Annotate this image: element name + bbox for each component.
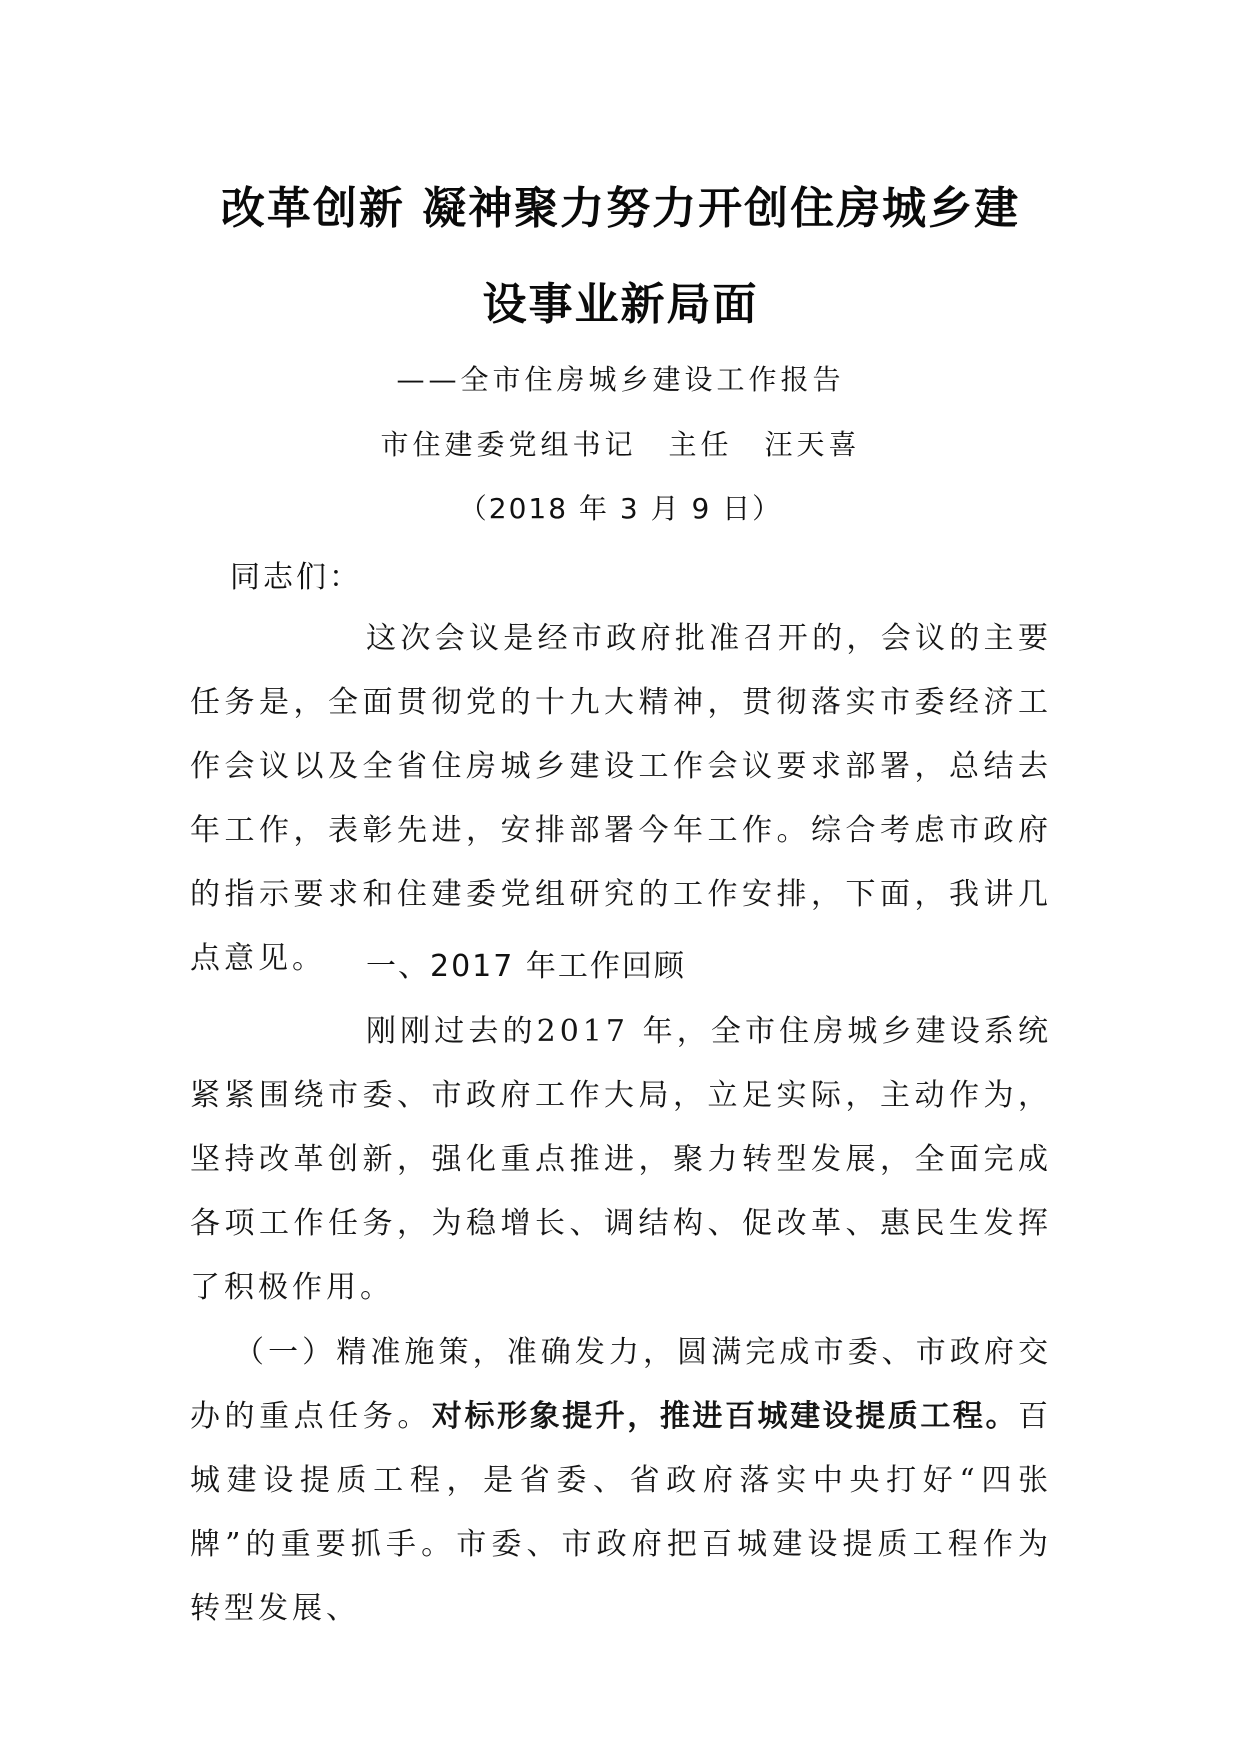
paragraph-key-tasks-bold: 对标形象提升，推进百城建设提质工程。	[431, 1399, 1019, 1434]
report-title-line-1: 改革创新 凝神聚力努力开创住房城乡建	[220, 183, 1021, 234]
salutation: 同志们：	[230, 560, 362, 595]
report-author: 市住建委党组书记 主任 汪天喜	[380, 428, 861, 461]
report-date: （2018 年 3 月 9 日）	[458, 492, 783, 525]
paragraph-key-tasks-intro: （一）精准施策，准确发力，圆满完成市委、市政府交办的重点任务。	[190, 1335, 1052, 1434]
paragraph-key-tasks	[190, 1321, 1052, 1641]
section-heading-2017-review: 一、2017 年工作回顾	[366, 949, 686, 984]
paragraph-key-tasks-body: 百城建设提质工程，是省委、省政府落实中央打好“四张牌”的重要抓手。市委、市政府把百城建设提质工程作为转型发展、	[190, 1399, 1053, 1626]
report-subtitle: ——全市住房城乡建设工作报告	[396, 363, 845, 396]
report-title-line-2: 设事业新局面	[482, 279, 759, 330]
paragraph-2017-summary: 刚刚过去的2017 年，全市住房城乡建设系统紧紧围绕市委、市政府工作大局，立足实际，主动作为，坚持改革创新，强化重点推进，聚力转型发展，全面完成各项工作任务，为稳增长、调结构、促改革、惠民生发挥了积极作用。	[190, 1014, 1052, 1305]
paragraph-opening: 这次会议是经市政府批准召开的，会议的主要任务是，全面贯彻党的十九大精神，贯彻落实市委经济工作会议以及全省住房城乡建设工作会议要求部署，总结去年工作，表彰先进，安排部署今年工作。综合考虑市政府的指示要求和住建委党组研究的工作安排，下面，我讲几点意见。	[190, 621, 1052, 976]
